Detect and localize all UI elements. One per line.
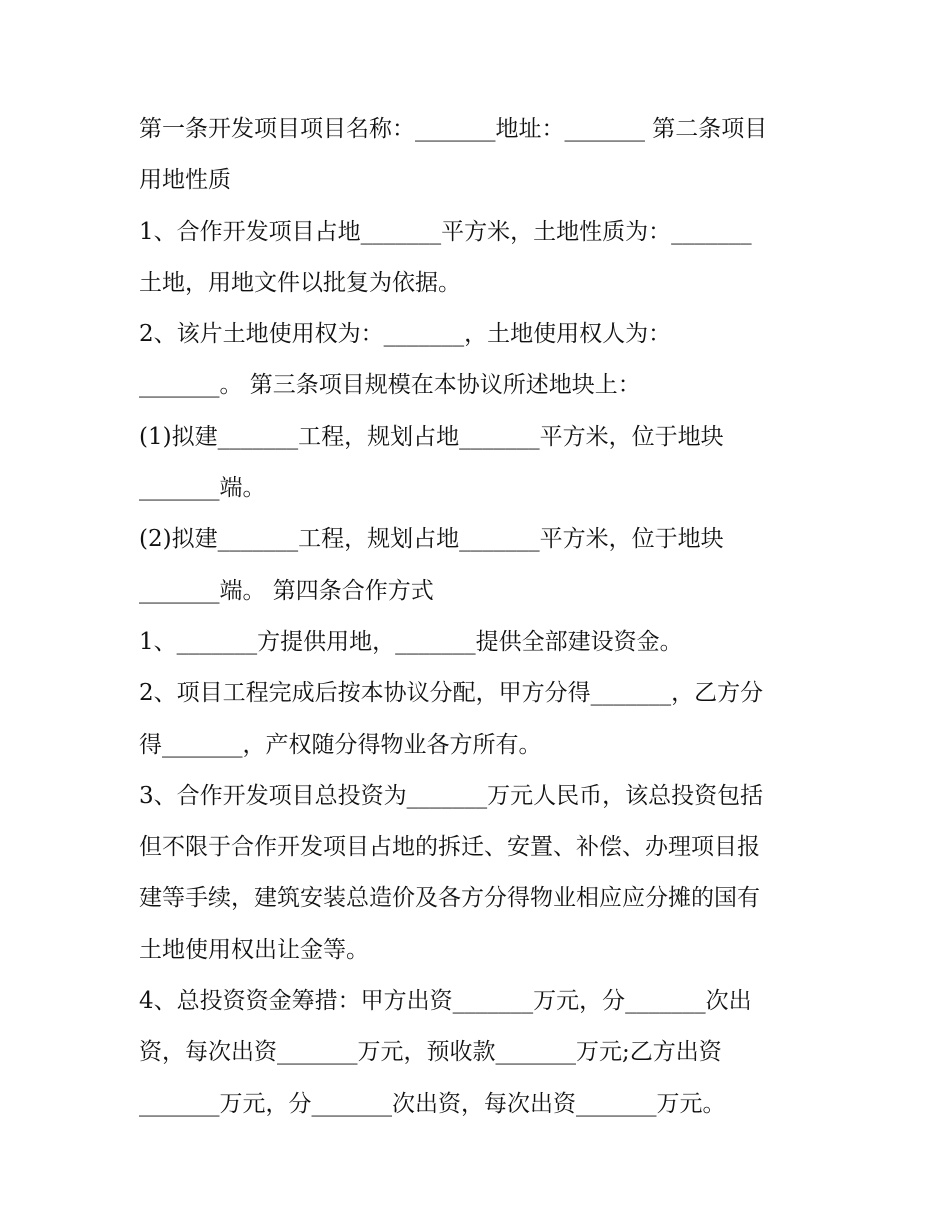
text-line: (1)拟建_______工程，规划占地_______平方米，位于地块 xyxy=(139,423,724,450)
text-line: 4、总投资资金筹措：甲方出资_______万元，分_______次出 xyxy=(139,988,752,1015)
text-line: 1、合作开发项目占地_______平方米，土地性质为：_______ xyxy=(139,218,752,245)
document-body xyxy=(139,104,819,1130)
text-line: 3、合作开发项目总投资为_______万元人民币，该总投资包括 xyxy=(139,782,764,809)
text-line: _______万元，分_______次出资，每次出资_______万元。 xyxy=(139,1090,726,1117)
text-line: 建等手续，建筑安装总造价及各方分得物业相应应分摊的国有 xyxy=(139,885,760,912)
text-line: _______端。 第四条合作方式 xyxy=(139,577,434,604)
text-line: 资，每次出资_______万元，预收款_______万元;乙方出资 xyxy=(139,1039,722,1066)
text-line: 2、项目工程完成后按本协议分配，甲方分得_______，乙方分 xyxy=(139,680,764,707)
text-line: _______端。 xyxy=(139,475,266,502)
text-line: _______。 第三条项目规模在本协议所述地块上： xyxy=(139,372,641,399)
text-line: 2、该片土地使用权为：_______，土地使用权人为： xyxy=(139,321,672,348)
text-line: 土地，用地文件以批复为依据。 xyxy=(139,269,461,296)
text-line: 土地使用权出让金等。 xyxy=(139,936,369,963)
text-line: (2)拟建_______工程，规划占地_______平方米，位于地块 xyxy=(139,526,724,553)
text-line: 1、_______方提供用地，_______提供全部建设资金。 xyxy=(139,628,683,655)
text-line: 但不限于合作开发项目占地的拆迁、安置、补偿、办理项目报 xyxy=(139,834,760,861)
text-line: 得_______，产权随分得物业各方所有。 xyxy=(139,731,542,758)
text-line: 用地性质 xyxy=(139,167,231,194)
text-line: 第一条开发项目项目名称：_______地址：_______ 第二条项目 xyxy=(139,116,768,142)
